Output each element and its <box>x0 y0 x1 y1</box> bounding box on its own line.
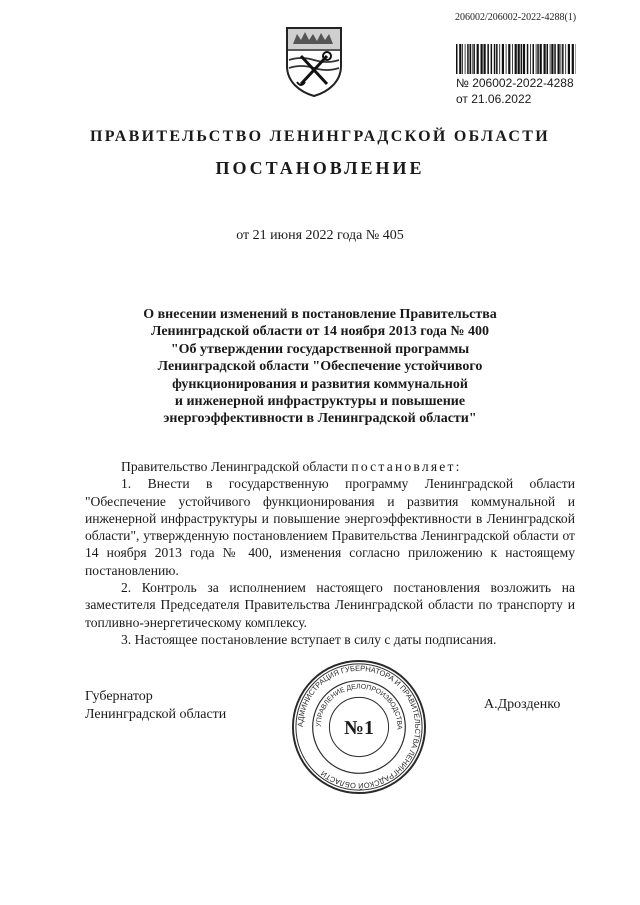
barcode-bar <box>462 44 463 74</box>
barcode-bar <box>487 44 489 74</box>
barcode-bar <box>521 44 523 74</box>
barcode-bar <box>536 44 537 74</box>
barcode-bar <box>544 44 546 74</box>
barcode-bar <box>551 44 553 74</box>
subject-line: "Об утверждении государственной программы <box>170 341 470 357</box>
barcode-bar <box>477 44 479 74</box>
coat-of-arms-icon <box>283 26 345 98</box>
resolution-item-2: 2. Контроль за исполнением настоящего постановления возложить на заместителя Председателя Правительства Ленинградской области по транспорту и топливно-энергетическому комплексу. <box>85 580 575 630</box>
barcode-bar <box>470 44 472 74</box>
resolution-intro <box>85 458 575 475</box>
resolution-item-3: 3. Настоящее постановление вступает в силу с даты подписания. <box>121 631 497 647</box>
barcode-bar <box>473 44 475 74</box>
barcode-bar <box>494 44 496 74</box>
barcode-bar <box>572 44 574 74</box>
subject-line: функционирования и развития коммунальной <box>172 376 468 392</box>
subject-line: энергоэффективности в Ленинградской области" <box>163 411 477 427</box>
barcode-icon <box>456 44 576 74</box>
barcode-bar <box>530 44 531 74</box>
seal-number: №1 <box>344 716 374 739</box>
barcode-bar <box>496 44 498 74</box>
seal-ring-text: АДМИНИСТРАЦИЯ ГУБЕРНАТОРА И ПРАВИТЕЛЬСТВА ЛЕНИНГРАДСКОЙ ОБЛАСТИ <box>295 663 423 791</box>
barcode-bar <box>537 44 539 74</box>
barcode-bar <box>561 44 562 74</box>
document-code: 206002/206002-2022-4288(1) <box>455 12 577 23</box>
signatory-position <box>85 688 226 724</box>
barcode-bar <box>467 44 469 74</box>
signatory-name: А.Дрозденко <box>484 697 561 712</box>
barcode-bar <box>459 44 461 74</box>
barcode-bar <box>484 44 486 74</box>
seal-inner-text: УПРАВЛЕНИЕ ДЕЛОПРОИЗВОДСТВА <box>315 683 403 730</box>
subject-line: О внесении изменений в постановление Правительства <box>143 307 497 322</box>
signatory-position-line: Губернатор <box>85 689 153 704</box>
barcode-bar <box>565 44 566 74</box>
barcode-bar <box>527 44 529 74</box>
document-type-heading: ПОСТАНОВЛЕНИЕ <box>215 158 425 178</box>
barcode-bar <box>456 44 458 74</box>
barcode-bar <box>499 44 500 74</box>
barcode-bar <box>533 44 535 74</box>
intro-verb: постановляет: <box>351 459 462 474</box>
barcode-bar <box>506 44 507 74</box>
official-seal-stamp <box>290 658 428 796</box>
barcode-bar <box>481 44 483 74</box>
barcode-bar <box>512 44 513 74</box>
intro-lead: Правительство Ленинградской области <box>121 459 348 474</box>
registration-number: № 206002-2022-4288 <box>456 76 574 90</box>
barcode-bar <box>558 44 560 74</box>
subject-line: и инженерной инфраструктуры и повышение <box>174 394 466 410</box>
document-date-number: от 21 июня 2022 года № 405 <box>236 228 404 243</box>
barcode-bar <box>515 44 517 74</box>
resolution-item-1: 1. Внести в государственную программу Ленинградской области "Обеспечение устойчивого функционирования и развития коммунальной и инженерной инфраструктуры и повышение энергоэффективности в Ленинградской области", утвержденную постановлением Правительства Ленинградской области от 14 ноября 2013 года № 400, изменения согласно приложению к настоящему постановлению. <box>85 476 575 578</box>
barcode-bar <box>491 44 493 74</box>
document-subject <box>100 306 540 428</box>
subject-line: Ленинградской области "Обеспечение устойчивого <box>157 359 483 375</box>
barcode-bar <box>562 44 564 74</box>
signatory-position-line: Ленинградской области <box>85 707 227 722</box>
barcode-bar <box>547 44 549 74</box>
barcode-bar <box>523 44 525 74</box>
barcode-bar <box>508 44 510 74</box>
barcode-bar <box>550 44 551 74</box>
government-title: ПРАВИТЕЛЬСТВО ЛЕНИНГРАДСКОЙ ОБЛАСТИ <box>90 128 550 145</box>
registration-date: от 21.06.2022 <box>456 92 532 106</box>
barcode-bar <box>502 44 504 74</box>
barcode-bar <box>554 44 556 74</box>
barcode-bar <box>465 44 466 74</box>
barcode-bar <box>540 44 542 74</box>
barcode-bar <box>472 44 473 74</box>
document-body <box>85 458 575 648</box>
barcode-bar <box>518 44 520 74</box>
subject-line: Ленинградской области от 14 ноября 2013 года № 400 <box>151 324 489 340</box>
barcode-bar <box>568 44 570 74</box>
